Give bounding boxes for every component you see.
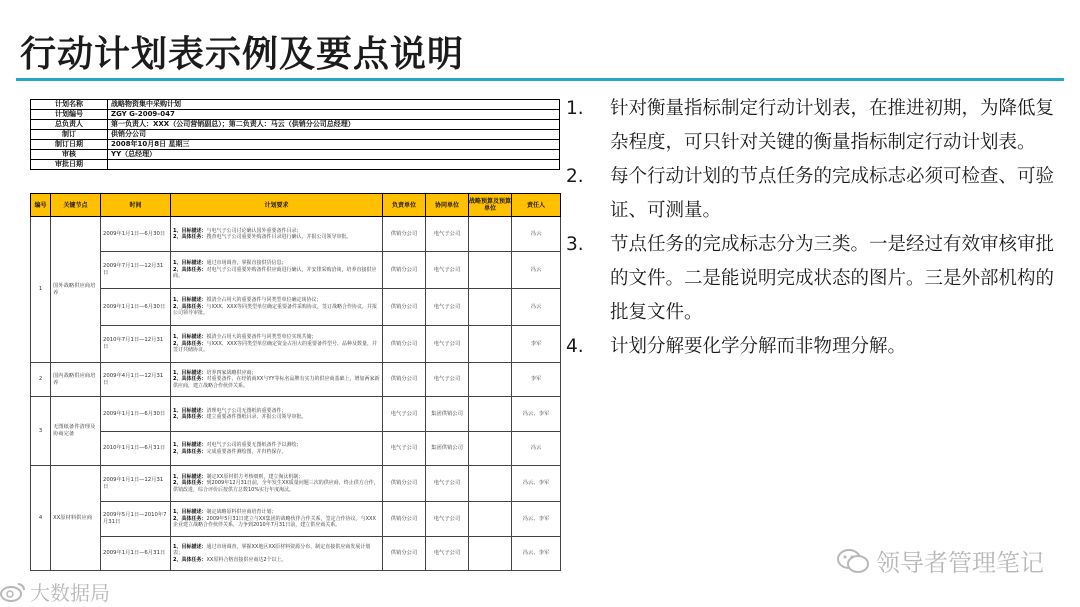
row-unit: 电气子公司 bbox=[383, 397, 426, 432]
task-label: 2、具体任务： bbox=[173, 480, 207, 487]
row-budget bbox=[469, 537, 512, 571]
info-label: 计划编号 bbox=[31, 110, 108, 120]
row-budget bbox=[469, 289, 512, 326]
task-text: 与XXX、XXX等同类型单位确定资金占用大的重要备件型号、品种及数量，并签订共储协议。 bbox=[173, 340, 378, 354]
row-time: 2009年7月1日—12月31日 bbox=[101, 252, 171, 289]
row-person: 李军 bbox=[512, 363, 561, 397]
info-label: 计划名称 bbox=[31, 100, 108, 110]
info-label: 总负责人 bbox=[31, 120, 108, 130]
row-requirement bbox=[171, 363, 383, 397]
weibo-icon bbox=[0, 581, 26, 603]
goal-text: 对电气子公司的重要无图纸备件予以测绘； bbox=[206, 442, 302, 449]
row-requirement bbox=[171, 537, 383, 571]
row-unit: 供销分公司 bbox=[383, 326, 426, 363]
table-row bbox=[31, 326, 561, 363]
task-text: 2009年5月31日建立与XX集团的战略伙伴合作关系，签定合作协议。与XXX企业建立战略合作伙伴关系，力争到2010年7月31日前，建立供应商关系。 bbox=[173, 515, 376, 529]
table-row bbox=[31, 502, 561, 537]
goal-label: 1、目标描述： bbox=[173, 473, 207, 480]
plan-info-table bbox=[30, 99, 560, 170]
row-requirement bbox=[171, 326, 383, 363]
row-budget bbox=[469, 217, 512, 252]
row-id: 2 bbox=[31, 363, 51, 397]
row-time: 2009年1月1日—6月31日 bbox=[101, 537, 171, 571]
row-requirement bbox=[171, 397, 383, 432]
row-person: 冯云、李军 bbox=[512, 537, 561, 571]
goal-label: 1、目标描述： bbox=[173, 260, 207, 267]
key-node: 国内战略供应商培养 bbox=[51, 363, 101, 397]
task-label: 2、具体任务： bbox=[173, 234, 207, 240]
info-row bbox=[31, 140, 560, 150]
task-line bbox=[173, 480, 380, 493]
row-unit: 供销分公司 bbox=[383, 252, 426, 289]
key-point-text: 计划分解要化学分解而非物理分解。 bbox=[610, 336, 907, 357]
info-label: 制订日期 bbox=[31, 140, 108, 150]
row-unit: 供销分公司 bbox=[383, 363, 426, 397]
row-budget bbox=[469, 466, 512, 502]
task-label: 2、具体任务： bbox=[173, 376, 207, 383]
row-cooperator: 电气子公司 bbox=[426, 363, 469, 397]
row-cooperator: 电气子公司 bbox=[426, 326, 469, 363]
watermark-right bbox=[836, 543, 1044, 578]
info-row bbox=[31, 160, 560, 170]
info-row bbox=[31, 100, 560, 110]
info-label: 制订 bbox=[31, 130, 108, 140]
row-cooperator: 电气子公司 bbox=[426, 217, 469, 252]
info-value bbox=[108, 160, 560, 170]
key-node: 无图纸备件清理及协商完备 bbox=[51, 397, 101, 466]
row-unit: 供销分公司 bbox=[383, 537, 426, 571]
info-row bbox=[31, 150, 560, 160]
task-label: 2、具体任务： bbox=[173, 515, 207, 522]
row-person: 冯云、李军 bbox=[512, 466, 561, 502]
table-header: 关键节点 bbox=[51, 194, 101, 217]
info-row bbox=[31, 130, 560, 140]
info-value: ZGY G-2009-047 bbox=[108, 110, 560, 120]
row-time: 2010年7月1日—12月31日 bbox=[101, 326, 171, 363]
key-point bbox=[566, 92, 1056, 160]
key-point-number: 4. bbox=[566, 336, 584, 357]
row-person: 冯云 bbox=[512, 432, 561, 466]
goal-label: 1、目标描述： bbox=[173, 407, 207, 414]
row-cooperator: 电气子公司 bbox=[426, 289, 469, 326]
table-header: 负责单位 bbox=[383, 194, 426, 217]
key-node: XX原材料供应商 bbox=[51, 466, 101, 571]
table-row bbox=[31, 217, 561, 252]
row-person: 冯云、李军 bbox=[512, 397, 561, 432]
row-id: 3 bbox=[31, 397, 51, 466]
row-requirement bbox=[171, 502, 383, 537]
key-point-number: 1. bbox=[566, 98, 584, 119]
goal-text: 通过市场调查，掌握直接供货信息； bbox=[206, 260, 287, 267]
row-time: 2010年1月1日—6月31日 bbox=[101, 432, 171, 466]
key-point-text: 每个行动计划的节点任务的完成标志必须可检查、可验证、可测量。 bbox=[610, 166, 1055, 221]
row-time: 2009年1月1日—6月30日 bbox=[101, 289, 171, 326]
task-line bbox=[173, 341, 380, 354]
row-requirement bbox=[171, 432, 383, 466]
key-point-text: 节点任务的完成标志分为三类。一是经过有效审核审批的文件。二是能说明完成状态的图片。三是外部机构的批复文件。 bbox=[610, 234, 1055, 323]
info-value: 2008年10月8日 星期三 bbox=[108, 140, 560, 150]
goal-label: 1、目标描述： bbox=[173, 227, 207, 234]
task-text: 搜查电气子公司重要外购备件目录进行确认，并报公司领导审批。 bbox=[206, 234, 352, 240]
info-label: 审批日期 bbox=[31, 160, 108, 170]
task-line bbox=[173, 234, 380, 240]
task-label: 2、具体任务： bbox=[173, 414, 207, 420]
task-label: 2、具体任务： bbox=[173, 340, 207, 347]
goal-line bbox=[173, 544, 380, 557]
table-row bbox=[31, 466, 561, 502]
row-budget bbox=[469, 326, 512, 363]
info-value: 供销分公司 bbox=[108, 130, 560, 140]
key-point-number: 2. bbox=[566, 166, 584, 187]
goal-text: 摸清全占用大的重要备件与同类型单位实现共储； bbox=[206, 334, 317, 341]
info-label: 审核 bbox=[31, 150, 108, 160]
table-row bbox=[31, 432, 561, 466]
goal-label: 1、目标描述： bbox=[173, 509, 207, 516]
goal-text: 清理电气子公司无图纸的重要备件； bbox=[206, 407, 287, 414]
row-requirement bbox=[171, 217, 383, 252]
row-budget bbox=[469, 432, 512, 466]
row-cooperator: 电气子公司 bbox=[426, 252, 469, 289]
key-node: 国外战略供应商培养 bbox=[51, 217, 101, 363]
row-unit: 供销分公司 bbox=[383, 217, 426, 252]
task-text: 与XXX、XXX等同类型单位确定重要备件采购协议，签订战略合作协议，并报公司领导审批。 bbox=[173, 303, 378, 317]
title-underline bbox=[16, 78, 1064, 81]
task-text: 对电气子公司重要外购备件供应商进行确认，并安排采购洽谈，培养直接供应商。 bbox=[173, 266, 377, 280]
goal-label: 1、目标描述： bbox=[173, 442, 207, 449]
task-line bbox=[173, 516, 380, 529]
row-time: 2009年1月1日—6月30日 bbox=[101, 217, 171, 252]
goal-label: 1、目标描述： bbox=[173, 334, 207, 341]
table-row bbox=[31, 252, 561, 289]
table-row bbox=[31, 289, 561, 326]
task-line bbox=[173, 376, 380, 389]
table-header: 计划要求 bbox=[171, 194, 383, 217]
row-budget bbox=[469, 502, 512, 537]
row-budget bbox=[469, 252, 512, 289]
table-header: 战略预算及预算单位 bbox=[469, 194, 512, 217]
info-row bbox=[31, 110, 560, 120]
table-row bbox=[31, 397, 561, 432]
goal-text: 制定战略原料供应商培育计划； bbox=[206, 509, 277, 516]
info-row bbox=[31, 120, 560, 130]
task-text: 到2009年12月31日前，全年发生XX质量问题三次的供应商，终止供方合作，供销改进，综合评价后按供方总数10%实行年度淘汰。 bbox=[173, 480, 379, 493]
row-time: 2009年4月1日—12月31日 bbox=[101, 363, 171, 397]
row-unit: 供销分公司 bbox=[383, 502, 426, 537]
table-row bbox=[31, 363, 561, 397]
row-requirement bbox=[171, 466, 383, 502]
row-cooperator: 电气子公司 bbox=[426, 466, 469, 502]
row-cooperator: 电气子公司 bbox=[426, 502, 469, 537]
key-points-list bbox=[566, 92, 1056, 364]
goal-label: 1、目标描述： bbox=[173, 543, 207, 550]
watermark-left bbox=[0, 577, 110, 606]
row-person: 冯云 bbox=[512, 252, 561, 289]
row-budget bbox=[469, 397, 512, 432]
task-line bbox=[173, 304, 380, 317]
goal-text: 制定XX原材供方考核细则，建立淘汰机制； bbox=[206, 473, 304, 480]
goal-text: 通过市场调查，掌握XX地区XX原材料资源分布，制定直接供应商发展计划表； bbox=[173, 543, 371, 557]
table-header: 时间 bbox=[101, 194, 171, 217]
row-time: 2009年1月1日—6月30日 bbox=[101, 397, 171, 432]
goal-text: 摸清全占用大的重要备件与同类型单位确定谈协议； bbox=[206, 297, 322, 304]
info-value: 第一负责人：XXX（公司营销副总）；第二负责人：马云（供销分公司总经理） bbox=[108, 120, 560, 130]
task-label: 2、具体任务： bbox=[173, 266, 207, 273]
task-text: 对重要备件，在经销商XX与YY等标名品牌有实力的供应商基础上，增加两家新供应商，建立战略合作伙伴关系。 bbox=[173, 376, 380, 389]
row-id: 1 bbox=[31, 217, 51, 363]
task-text: 完成重要备件测绘图，并归档保存。 bbox=[206, 448, 287, 455]
key-point-number: 3. bbox=[566, 234, 584, 255]
task-line bbox=[173, 267, 380, 280]
row-person: 冯云 bbox=[512, 217, 561, 252]
row-unit: 供销分公司 bbox=[383, 289, 426, 326]
watermark-right-text: 领导者管理笔记 bbox=[876, 549, 1044, 577]
task-line bbox=[173, 414, 380, 420]
row-id: 4 bbox=[31, 466, 51, 571]
row-time: 2009年5月1日—2010年7月31日 bbox=[101, 502, 171, 537]
task-line bbox=[173, 449, 380, 455]
wechat-icon bbox=[836, 548, 870, 574]
key-point bbox=[566, 228, 1056, 330]
page-title: 行动计划表示例及要点说明 bbox=[20, 34, 465, 75]
goal-text: 培养四家战略供应商； bbox=[206, 369, 257, 376]
task-text: 建立重要备件图纸目录，并报公司领导审批。 bbox=[206, 414, 307, 420]
row-cooperator: 集团供销公司 bbox=[426, 432, 469, 466]
key-point bbox=[566, 160, 1056, 228]
table-header: 编号 bbox=[31, 194, 51, 217]
row-budget bbox=[469, 363, 512, 397]
goal-label: 1、目标描述： bbox=[173, 369, 207, 376]
row-cooperator: 集团供销公司 bbox=[426, 397, 469, 432]
task-text: XX原料合格直接供应商达2个以上。 bbox=[206, 556, 287, 563]
goal-label: 1、目标描述： bbox=[173, 297, 207, 304]
row-person: 李军 bbox=[512, 326, 561, 363]
action-plan-table bbox=[30, 193, 561, 571]
task-label: 2、具体任务： bbox=[173, 556, 207, 563]
table-row bbox=[31, 537, 561, 571]
watermark-left-text: 大数据局 bbox=[30, 581, 110, 605]
info-value: 战略物资集中采购计划 bbox=[108, 100, 560, 110]
row-unit: 电气子公司 bbox=[383, 432, 426, 466]
row-requirement bbox=[171, 252, 383, 289]
row-unit: 供销分公司 bbox=[383, 466, 426, 502]
row-time: 2009年1月1日—12月31日 bbox=[101, 466, 171, 502]
table-header: 协同单位 bbox=[426, 194, 469, 217]
row-person: 冯云 bbox=[512, 289, 561, 326]
row-cooperator: 电气子公司 bbox=[426, 537, 469, 571]
row-person: 冯云、李军 bbox=[512, 502, 561, 537]
goal-text: 与电气子公司讨论确认国外重要备件目录； bbox=[206, 227, 302, 234]
info-value: YY（总经理） bbox=[108, 150, 560, 160]
row-requirement bbox=[171, 289, 383, 326]
task-label: 2、具体任务： bbox=[173, 448, 207, 455]
task-label: 2、具体任务： bbox=[173, 303, 207, 310]
table-header: 责任人 bbox=[512, 194, 561, 217]
task-line bbox=[173, 557, 380, 563]
key-point-text: 针对衡量指标制定行动计划表，在推进初期，为降低复杂程度，可只针对关键的衡量指标制定行动计划表。 bbox=[610, 98, 1055, 153]
key-point bbox=[566, 330, 1056, 364]
